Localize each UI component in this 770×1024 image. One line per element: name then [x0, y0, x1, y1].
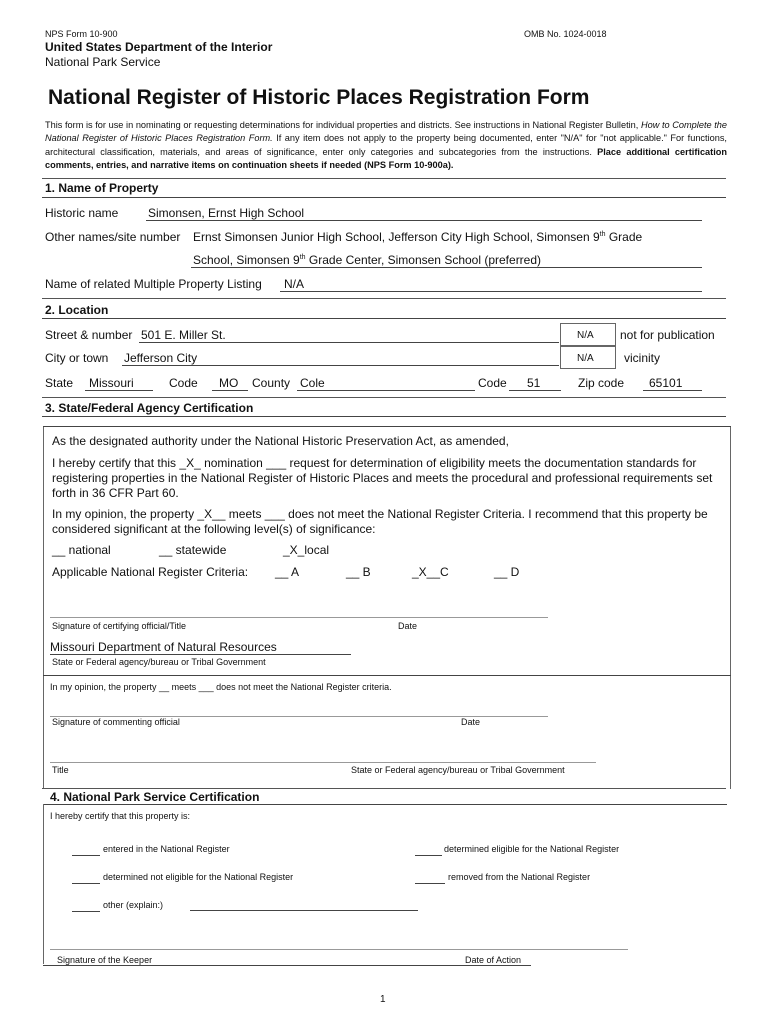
opt-removed-label: removed from the National Register: [448, 872, 591, 882]
entered-checkline[interactable]: [72, 855, 100, 856]
authority-statement: As the designated authority under the National Historic Preservation Act, as amended,: [52, 434, 509, 448]
other-explain-line[interactable]: [190, 910, 418, 911]
zip-field[interactable]: 65101: [649, 376, 683, 390]
city-label: City or town: [45, 351, 109, 365]
level-national[interactable]: __ national: [52, 543, 111, 557]
section4-heading: 4. National Park Service Certification: [50, 790, 260, 804]
section-rule: [43, 804, 727, 805]
level-local[interactable]: _X_local: [283, 543, 330, 557]
section3-top-border: [43, 426, 731, 427]
section4-left-border: [43, 804, 44, 964]
meets-check[interactable]: _X__: [197, 507, 226, 521]
county-field[interactable]: Cole: [300, 376, 325, 390]
state-underline: [85, 390, 153, 391]
other-names-label: Other names/site number: [45, 230, 181, 244]
other-names-underline: [191, 267, 702, 268]
other-checkline[interactable]: [72, 911, 100, 912]
other-names-field-2[interactable]: School, Simonsen 9th Grade Center, Simonsen School (preferred): [193, 253, 542, 267]
criterion-c[interactable]: _X__C: [412, 565, 449, 579]
title-line[interactable]: [50, 762, 596, 763]
criterion-d[interactable]: __ D: [494, 565, 520, 579]
page-title: National Register of Historic Places Registration Form: [48, 86, 590, 109]
action-date-label: Date of Action: [465, 955, 522, 965]
historic-name-field[interactable]: Simonsen, Ernst High School: [148, 206, 305, 220]
opt-not-eligible-label: determined not eligible for the National Register: [103, 872, 294, 882]
related-listing-label: Name of related Multiple Property Listing: [45, 277, 262, 291]
agency-label: State or Federal agency/bureau or Tribal Government: [52, 657, 266, 667]
page-number: 1: [380, 994, 386, 1005]
street-label: Street & number: [45, 328, 133, 342]
zip-label: Zip code: [578, 376, 625, 390]
opinion-paragraph: In my opinion, the property _X__ meets ___ does not meet the National Register Criteria. I recommend that this property be considered significant at the following level(s) of significance:: [52, 507, 708, 536]
opt-eligible-label: determined eligible for the National Register: [444, 844, 620, 854]
certifying-signature-line[interactable]: [50, 617, 548, 618]
section-divider: [42, 788, 726, 789]
vicinity-label: vicinity: [624, 351, 661, 365]
county-code-label: Code: [478, 376, 507, 390]
title-label: Title: [52, 765, 69, 775]
intro-paragraph: This form is for use in nominating or requesting determinations for individual properties and districts. See instructions in National Register Bulletin, How to Complete the National Register of Historic Places Registration Form. If any item does not apply to the property being documented, enter "N/A" for "not applicable." For functions, architectural classification, materials, and areas of significance, enter only categories and subcategories from the instructions. Place additional certification comments, entries, and narrative items on continuation sheets if needed (NPS Form 10-900a).: [45, 120, 728, 171]
omb-number: OMB No. 1024-0018: [524, 29, 607, 39]
department-name: United States Department of the Interior: [45, 40, 273, 54]
state-code-label: Code: [169, 376, 198, 390]
agency2-label: State or Federal agency/bureau or Tribal Government: [351, 765, 565, 775]
other-names-field-1[interactable]: Ernst Simonsen Junior High School, Jefferson City High School, Simonsen 9th Grade: [193, 230, 643, 244]
na-publication: N/A: [577, 330, 594, 341]
certifying-date-label: Date: [398, 621, 418, 631]
nps-certify-line: I hereby certify that this property is:: [50, 811, 191, 821]
keeper-signature-label: Signature of the Keeper: [57, 955, 153, 965]
section3-left-border: [43, 426, 44, 789]
criterion-b[interactable]: __ B: [346, 565, 371, 579]
certifying-signature-label: Signature of certifying official/Title: [52, 621, 187, 631]
commenting-date-label: Date: [461, 717, 481, 727]
agency-name: National Park Service: [45, 55, 161, 69]
city-underline: [122, 365, 559, 366]
criteria-label: Applicable National Register Criteria:: [52, 565, 249, 579]
section3-right-border: [730, 426, 731, 789]
state-field[interactable]: Missouri: [89, 376, 134, 390]
na-vicinity: N/A: [577, 353, 594, 364]
state-label: State: [45, 376, 74, 390]
section1-heading: 1. Name of Property: [45, 181, 159, 195]
eligible-checkline[interactable]: [415, 855, 442, 856]
section-rule: [42, 197, 726, 198]
section2-heading: 2. Location: [45, 303, 109, 317]
historic-name-underline: [146, 220, 702, 221]
city-field[interactable]: Jefferson City: [124, 351, 198, 365]
section-divider: [42, 397, 726, 398]
zip-underline: [643, 390, 702, 391]
opt-entered-label: entered in the National Register: [103, 844, 230, 854]
related-listing-underline: [280, 291, 702, 292]
commenting-opinion: In my opinion, the property __ meets ___ does not meet the National Register criteria.: [50, 682, 392, 692]
commenting-signature-label: Signature of commenting official: [52, 717, 180, 727]
county-underline: [297, 390, 475, 391]
street-underline: [139, 342, 559, 343]
historic-name-label: Historic name: [45, 206, 119, 220]
section-rule: [42, 318, 726, 319]
criterion-a[interactable]: __ A: [275, 565, 300, 579]
form-number: NPS Form 10-900: [45, 29, 118, 39]
street-field[interactable]: 501 E. Miller St.: [141, 328, 226, 342]
removed-checkline[interactable]: [415, 883, 445, 884]
agency-field[interactable]: Missouri Department of Natural Resources: [50, 640, 277, 654]
state-code-underline: [212, 390, 248, 391]
keeper-signature-line[interactable]: [50, 949, 628, 950]
nomination-check[interactable]: _X_: [179, 456, 201, 470]
not-eligible-checkline[interactable]: [72, 883, 100, 884]
section-divider: [42, 298, 726, 299]
section3-heading: 3. State/Federal Agency Certification: [45, 401, 254, 415]
state-code-field[interactable]: MO: [219, 376, 239, 390]
county-label: County: [252, 376, 291, 390]
level-statewide[interactable]: __ statewide: [159, 543, 227, 557]
county-code-underline: [509, 390, 561, 391]
opt-other-label: other (explain:): [103, 900, 164, 910]
county-code-field[interactable]: 51: [527, 376, 541, 390]
section-rule: [42, 416, 726, 417]
section3-divider: [43, 675, 731, 676]
related-listing-field[interactable]: N/A: [284, 277, 305, 291]
not-for-publication-label: not for publication: [620, 328, 715, 342]
section-divider: [42, 178, 726, 179]
agency-underline: [50, 654, 351, 655]
certify-paragraph: I hereby certify that this _X_ nomination ___ request for determination of eligibility meets the documentation standards for registering properties in the National Register of Historic Places and meets the procedural and professional requirements set forth in 36 CFR Part 60.: [52, 456, 713, 500]
section4-bottom-border: [43, 965, 531, 966]
